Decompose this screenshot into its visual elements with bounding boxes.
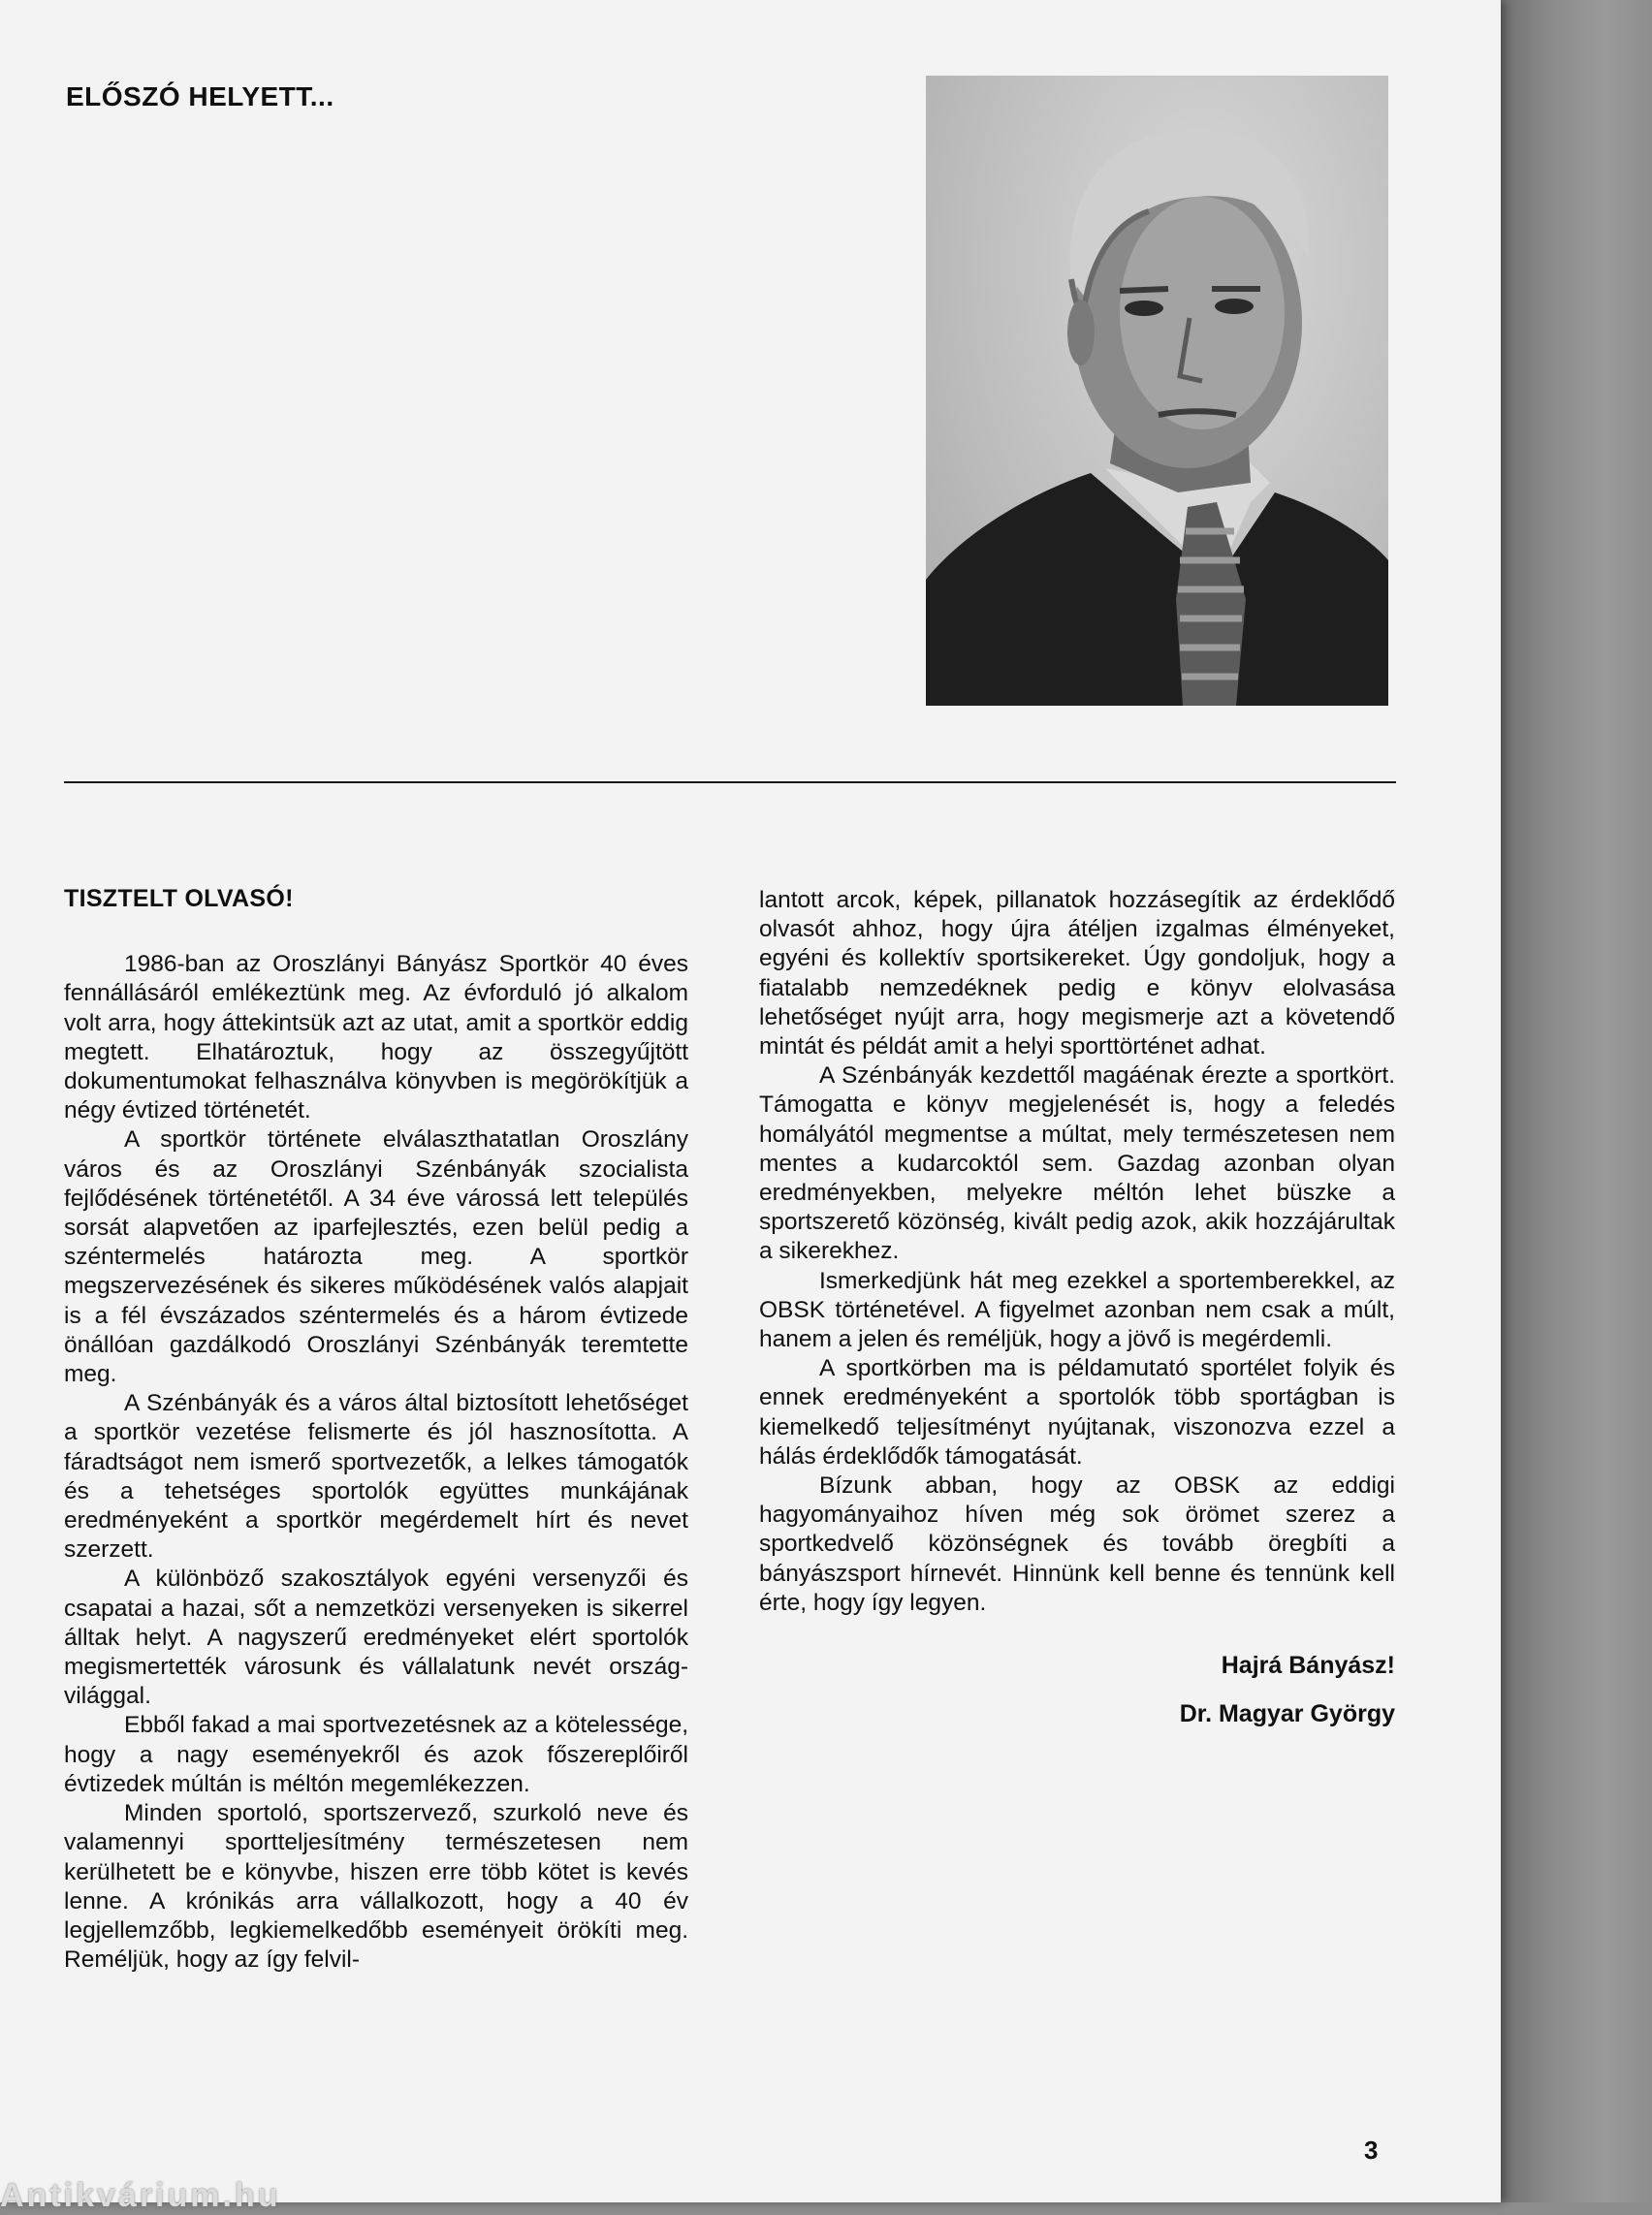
right-column <box>759 886 1395 1728</box>
portrait-photo <box>926 76 1388 706</box>
paragraph: A Szénbányák és a város által biztosított lehetőséget a sportkör vezetése felismerte és jól hasznosította. A fáradtságot nem ismerő sportvezetők, a lelkes támogatók és a tehetséges sportolók együttes munkájának eredményeként a sportkör megérdemelt hírt és nevet szerzett. <box>64 1390 688 1564</box>
paragraph: Ebből fakad a mai sportvezetésnek az a kötelessége, hogy a nagy eseményekről és azok főszereplőiről évtizedek múltán is méltón megemlékezzen. <box>64 1712 688 1797</box>
paragraph: Bízunk abban, hogy az OBSK az eddigi hagyományaihoz híven még sok örömet szerez a sportkedvelő közönségnek és tovább öregbíti a bányászsport hírnevét. Hinnünk kell benne és tennünk kell érte, hogy így legyen. <box>759 1472 1395 1616</box>
paragraph: Ismerkedjünk hát meg ezekkel a sportemberekkel, az OBSK történetével. A figyelmet azonban nem csak a múlt, hanem a jelen és reméljük, hogy a jövő is megérdemli. <box>759 1267 1395 1353</box>
author-signature: Dr. Magyar György <box>1179 1700 1395 1728</box>
background-surface <box>1493 0 1652 2202</box>
page-number: 3 <box>1364 2136 1379 2165</box>
paragraph: A Szénbányák kezdettől magáénak érezte a sportkört. Támogatta e könyv megjelenését is, hogy a feledés homályától megmentse a múltat, mely természetesen nem mentes a kudarcoktól sem. Gazdag azonban olyan eredményekben, melyekre méltón lehet büszke a sportszerető közönség, kivált pedig azok, akik hozzájárultak a sikerekhez. <box>759 1062 1395 1265</box>
closing-motto: Hajrá Bányász! <box>1221 1652 1395 1680</box>
paragraph: 1986-ban az Oroszlányi Bányász Sportkör 40 éves fennállásáról emlékeztünk meg. Az évforduló jó alkalom volt arra, hogy áttekintsük azt az utat, amit a sportkör eddig megtett. Elhatároztuk, hogy az összegyűjtött dokumentumokat felhasználva könyvben is megörökítjük a négy évtized történetét. <box>64 951 688 1124</box>
greeting: TISZTELT OLVASÓ! <box>64 885 294 912</box>
portrait-photo-icon <box>926 76 1388 706</box>
paragraph: A különböző szakosztályok egyéni versenyzői és csapatai a hazai, sőt a nemzetközi versenyeken is sikerrel álltak helyt. A nagyszerű eredményeket elért sportolók megismertették városunk és vállalatunk nevét ország-világgal. <box>64 1566 688 1710</box>
page-title: ELŐSZÓ HELYETT... <box>66 81 334 111</box>
paragraph: lantott arcok, képek, pillanatok hozzásegítik az érdeklődő olvasót ahhoz, hogy újra átéljen izgalmas élményeket, egyéni és kollektív sportsikereket. Úgy gondoljuk, hogy a fiatalabb nemzedéknek pedig e könyv elolvasása lehetőséget nyújt arra, hogy megismerje azt a követendő mintát és példát amit a helyi sporttörténet adhat. <box>759 887 1395 1060</box>
paragraph: A sportkörben ma is példamutató sportélet folyik és ennek eredményeként a sportolók több sportágban is kiemelkedő teljesítményt nyújtanak, viszonozva ezzel a hálás érdeklődők támogatását. <box>759 1355 1395 1470</box>
paragraph: Minden sportoló, sportszervező, szurkoló neve és valamennyi sportteljesítmény természetesen nem kerülhetett be e könyvbe, hiszen erre több kötet is kevés lenne. A krónikás arra vállalkozott, hogy a 40 év legjellemzőbb, legkiemelkedőbb eseményeit örökíti meg. Reméljük, hogy az így felvil- <box>64 1800 688 1974</box>
section-divider <box>64 781 1396 783</box>
paragraph: A sportkör története elválaszthatatlan Oroszlány város és az Oroszlányi Szénbányák szocialista fejlődésének történetétől. A 34 éve várossá lett település sorsát alapvetően az iparfejlesztés, ezen belül pedig a széntermelés határozta meg. A sportkör megszervezésének és sikeres működésének valós alapjait is a fél évszázados széntermelés és a három évtizede önállóan gazdálkodó Oroszlányi Szénbányák teremtette meg. <box>64 1126 688 1388</box>
left-column <box>64 884 688 1975</box>
watermark: Antikvárium.hu <box>0 2177 281 2214</box>
